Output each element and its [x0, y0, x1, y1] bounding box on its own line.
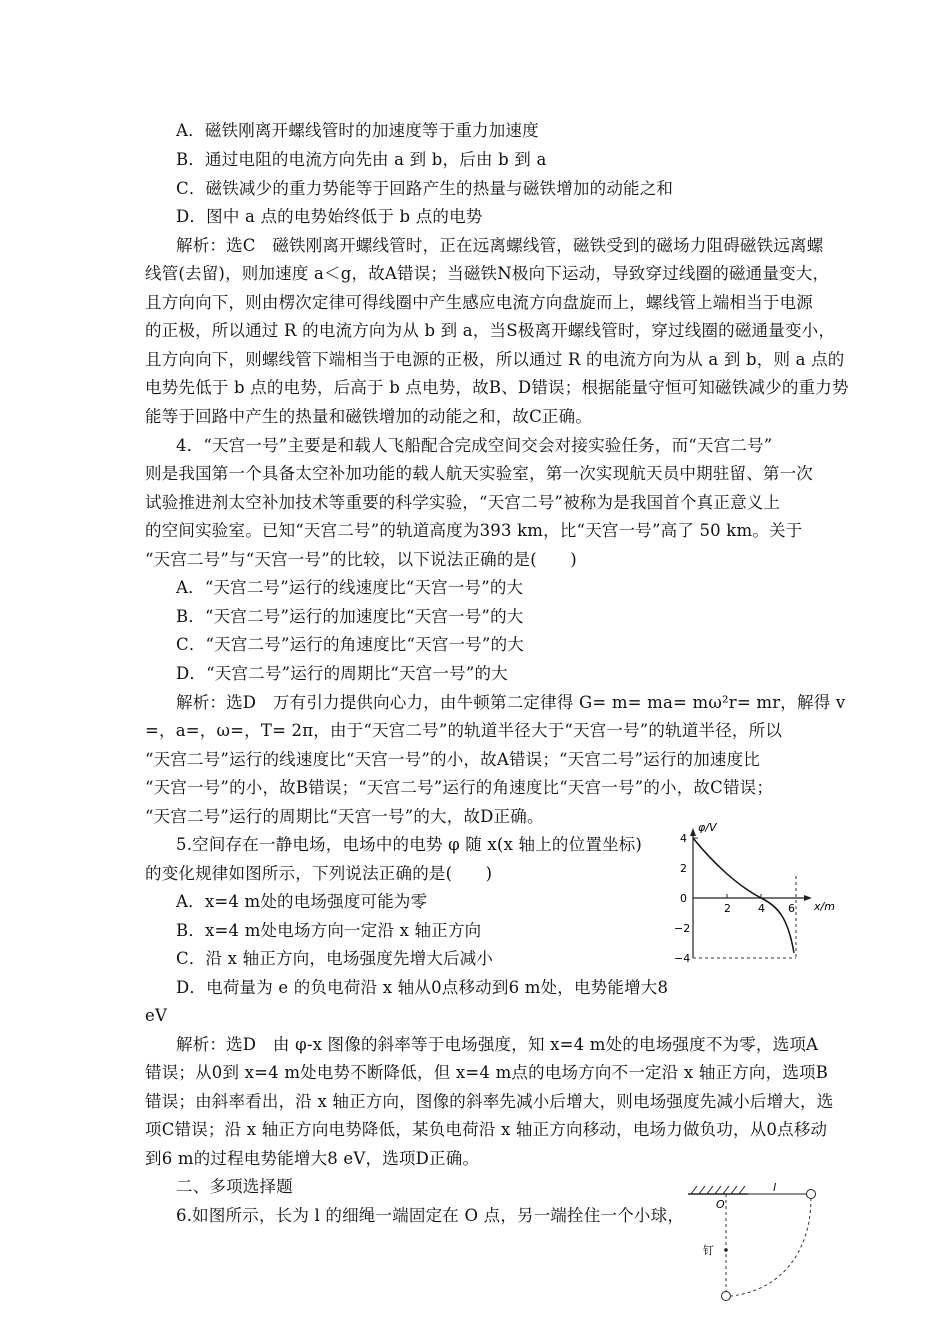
q3-analysis-line: 线管(去留)，则加速度 a＜g，故A错误；当磁铁N极向下运动，导致穿过线圈的磁通量变大， [145, 264, 830, 283]
ball-bottom [722, 1292, 731, 1301]
q3-option-a: A．磁铁刚离开螺线管时的加速度等于重力加速度 [176, 121, 539, 140]
q4-stem-line: 4．“天宫一号”主要是和载人飞船配合完成空间交会对接实验任务，而“天宫二号” [176, 436, 773, 455]
x-tick-label: 2 [724, 902, 731, 915]
q3-option-c: C．磁铁减少的重力势能等于回路产生的热量与磁铁增加的动能之和 [176, 179, 674, 198]
q3-analysis-line: 能等于回路中产生的热量和磁铁增加的动能之和，故C正确。 [145, 407, 593, 426]
label-l: l [773, 1181, 777, 1194]
q4-analysis-line: “天宫一号”的小，故B错误；“天宫二号”运行的角速度比“天宫一号”的小，故C错误； [145, 778, 774, 797]
q4-stem-line: 试验推进剂太空补加技术等重要的科学实验，“天宫二号”被称为是我国首个真正意义上 [145, 493, 781, 512]
x-tick-label: 6 [788, 902, 795, 915]
q4-option-a: A．“天宫二号”运行的线速度比“天宫一号”的大 [176, 578, 524, 597]
label-o: O [716, 1198, 725, 1211]
q5-analysis-line: 项C错误；沿 x 轴正方向电势降低，某负电荷沿 x 轴正方向移动，电场力做负功，从0点移动 [145, 1120, 828, 1139]
section-heading: 二、多项选择题 [176, 1177, 293, 1196]
q4-stem-line: 的空间实验室。已知“天宫二号”的轨道高度为393 km，比“天宫一号”高了 50 km。关于 [145, 521, 803, 540]
swing-arc [731, 1198, 811, 1296]
y-tick-label: −4 [674, 952, 691, 965]
y-tick-label: 0 [680, 892, 687, 905]
q5-option-d: D．电荷量为 e 的负电荷沿 x 轴从0点移动到6 m处，电势能增大8 [176, 978, 669, 997]
q5-analysis-line: 错误；由斜率看出，沿 x 轴正方向，图像的斜率先减小后增大，则电场强度先减小后增大，选 [145, 1092, 834, 1111]
q5-analysis-line: 解析：选D 由 φ-x 图像的斜率等于电场强度，知 x=4 m处的电场强度不为零，选项A [176, 1035, 819, 1054]
q3-option-d: D．图中 a 点的电势始终低于 b 点的电势 [176, 207, 483, 226]
x-axis-arrow [804, 895, 812, 901]
y-tick-label: 4 [680, 832, 687, 845]
q3-analysis-line: 解析：选C 磁铁刚离开螺线管时，正在远离螺线管，磁铁受到的磁场力阻碍磁铁远离螺 [176, 236, 824, 255]
y-tick-label: 2 [680, 862, 687, 875]
q4-analysis-line: 解析：选D 万有引力提供向心力，由牛顿第二定律得 G= m= ma= mω²r= mr，解得 v [176, 693, 846, 712]
potential-curve [693, 838, 794, 953]
q3-analysis-line: 的正极，所以通过 R 的电流方向为从 b 到 a，当S极离开螺线管时，穿过线圈的磁通量变小， [145, 321, 836, 340]
y-tick-label: −2 [674, 922, 691, 935]
q4-stem-line: “天宫二号”与“天宫一号”的比较，以下说法正确的是( ) [145, 550, 577, 569]
q5-stem-line: 5.空间存在一静电场，电场中的电势 φ 随 x(x 轴上的位置坐标) [176, 835, 643, 854]
q3-analysis-line: 电势先低于 b 点的电势，后高于 b 点电势，故B、D错误；根据能量守恒可知磁铁减少的重力势 [145, 378, 849, 397]
ceiling-hatching [691, 1186, 745, 1194]
q3-analysis-line: 且方向向下，则螺线管下端相当于电源的正极，所以通过 R 的电流方向为从 a 到 b，则 a 点的 [145, 350, 845, 369]
q5-option-d-cont: eV [145, 1006, 168, 1025]
q5-option-a: A．x=4 m处的电场强度可能为零 [176, 892, 428, 911]
q3-analysis-line: 且方向向下，则由楞次定律可得线圈中产生感应电流方向盘旋而上，螺线管上端相当于电源 [145, 293, 813, 312]
q5-option-c: C．沿 x 轴正方向，电场强度先增大后减小 [176, 949, 494, 968]
pendulum-figure [683, 1180, 828, 1310]
potential-graph [668, 818, 848, 973]
y-axis-label: φ/V [698, 821, 717, 834]
nail [724, 1248, 728, 1252]
q5-stem-line: 的变化规律如图所示，下列说法正确的是( ) [145, 864, 493, 883]
x-tick-label: 4 [758, 902, 765, 915]
ball [807, 1190, 816, 1199]
q5-option-b: B．x=4 m处电场方向一定沿 x 轴正方向 [176, 921, 482, 940]
q4-option-d: D．“天宫二号”运行的周期比“天宫一号”的大 [176, 664, 508, 683]
q4-analysis-line: =，a=，ω=，T= 2π，由于“天宫二号”的轨道半径大于“天宫一号”的轨道半径，所以 [145, 721, 783, 740]
q4-option-c: C．“天宫二号”运行的角速度比“天宫一号”的大 [176, 635, 524, 654]
q3-option-b: B．通过电阻的电流方向先由 a 到 b，后由 b 到 a [176, 150, 547, 169]
label-nail: 钉 [703, 1244, 714, 1257]
q5-analysis-line: 错误；从0到 x=4 m处电势不断降低，但 x=4 m点的电场方向不一定沿 x 轴正方向，选项B [145, 1063, 829, 1082]
q4-analysis-line: “天宫二号”运行的周期比“天宫一号”的大，故D正确。 [145, 807, 544, 826]
q5-analysis-line: 到6 m的过程电势能增大8 eV，选项D正确。 [145, 1149, 480, 1168]
y-axis-arrow [690, 828, 696, 836]
q4-stem-line: 则是我国第一个具备太空补加功能的载人航天实验室，第一次实现航天员中期驻留、第一次 [145, 464, 813, 483]
q6-stem-line: 6.如图所示，长为 l 的细绳一端固定在 O 点，另一端拴住一个小球， [176, 1206, 685, 1225]
q4-option-b: B．“天宫二号”运行的加速度比“天宫一号”的大 [176, 607, 524, 626]
x-axis-label: x/m [814, 900, 835, 913]
q4-analysis-line: “天宫二号”运行的线速度比“天宫一号”的小，故A错误；“天宫二号”运行的加速度比 [145, 750, 761, 769]
